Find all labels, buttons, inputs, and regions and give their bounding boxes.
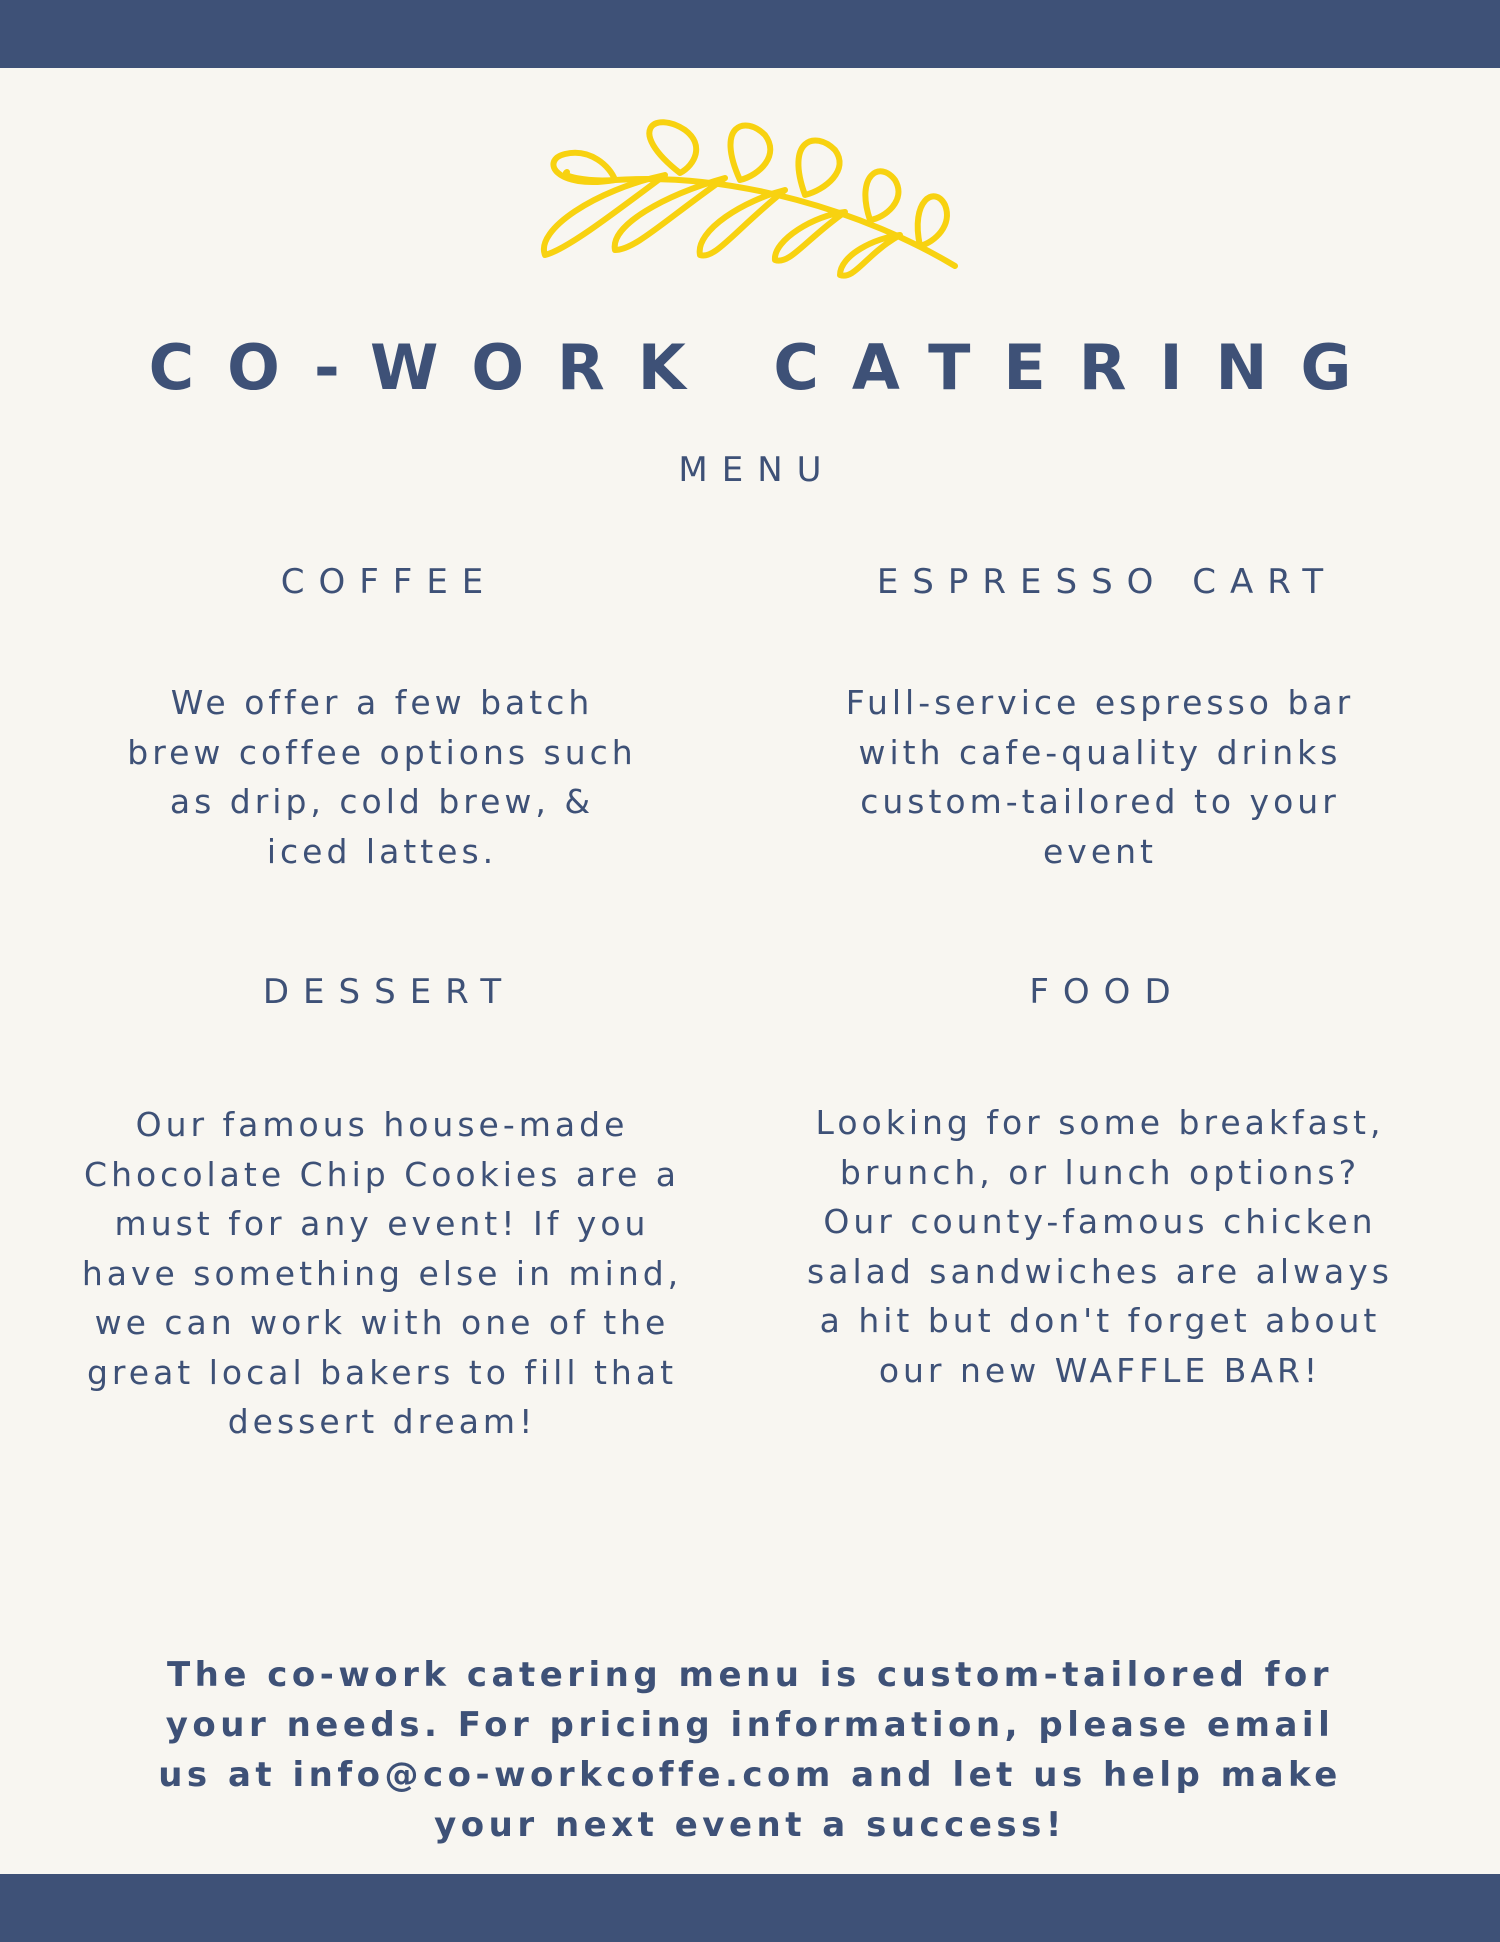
section-heading: FOOD xyxy=(1029,972,1185,1012)
menu-section-coffee xyxy=(72,560,692,876)
section-description: We offer a few batch brew coffee options such as drip, cold brew, & iced lattes. xyxy=(127,683,637,871)
section-description: Full-service espresso bar with cafe-quality drinks custom-tailored to your event xyxy=(845,683,1355,871)
section-heading: DESSERT xyxy=(262,972,516,1012)
top-banner-bar xyxy=(0,0,1500,68)
leaf-sprig-icon xyxy=(535,100,965,280)
section-description: Our famous house-made Chocolate Chip Cookies are a must for any event! If you have something else in mind, we can work with one of the great local bakers to fill that dessert dream! xyxy=(81,1105,683,1441)
menu-section-espresso-cart xyxy=(790,560,1410,876)
section-description: Looking for some breakfast, brunch, or lunch options? Our county-famous chicken salad sandwiches are always a hit but don't forget about our new WAFFLE BAR! xyxy=(807,1103,1393,1390)
section-heading: ESPRESSO CART xyxy=(876,562,1338,602)
footer-note: The co-work catering menu is custom-tailored for your needs. For pricing information, please email us at info@co-workcoffe.com and let us help make your next event a success! xyxy=(158,1655,1342,1845)
menu-section-dessert xyxy=(72,970,692,1447)
page-subtitle: MENU xyxy=(678,450,836,490)
section-heading: COFFEE xyxy=(280,562,498,602)
bottom-banner-bar xyxy=(0,1874,1500,1942)
menu-section-food xyxy=(790,970,1410,1395)
page-title: CO-WORK CATERING xyxy=(148,331,1385,404)
